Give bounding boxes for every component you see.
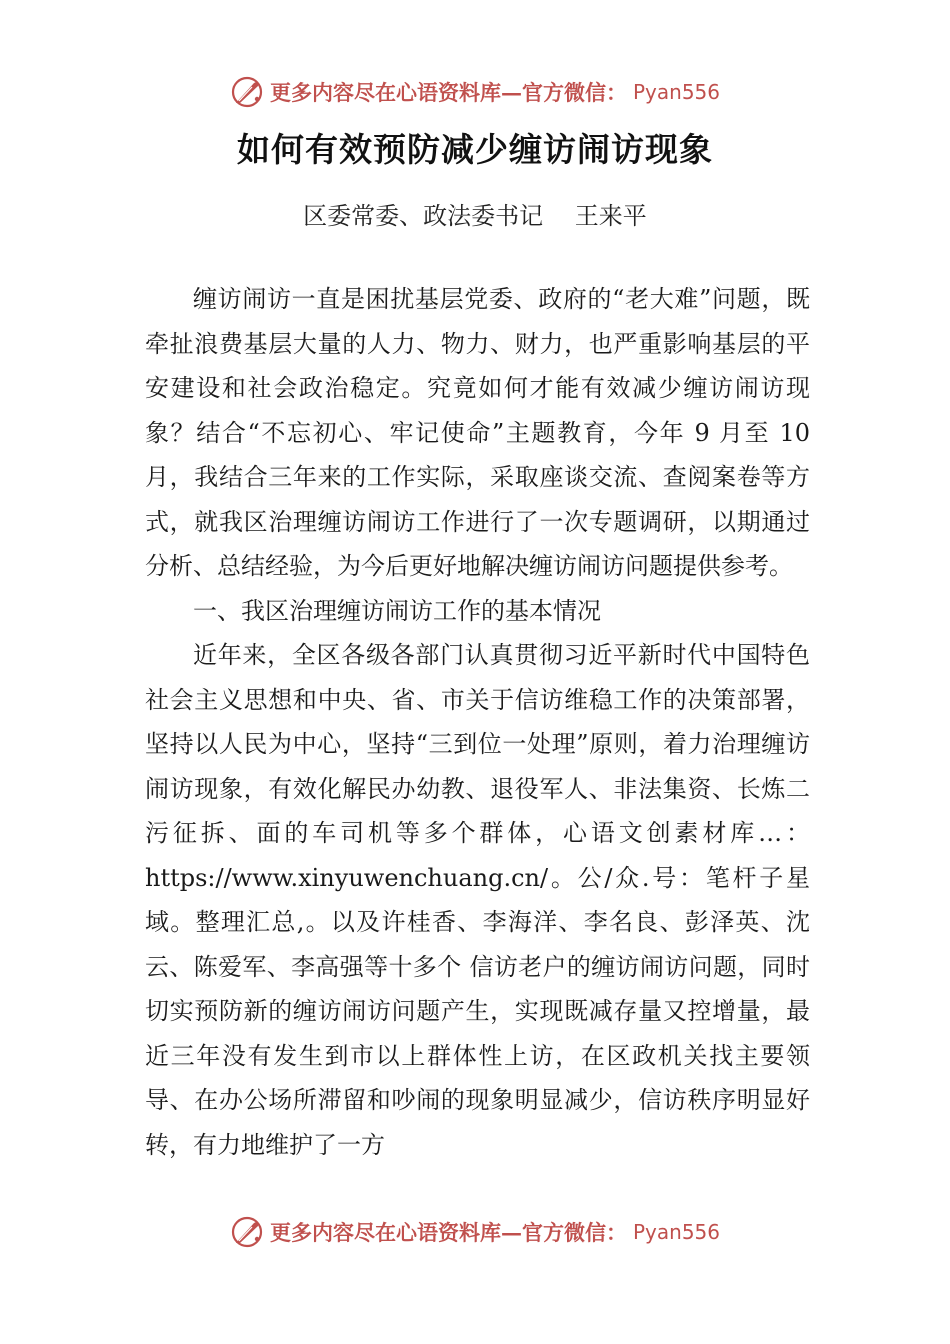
banner-slogan: 更多内容尽在心语资料库—官方微信： [269, 80, 627, 105]
section-heading-1: 一、我区治理缠访闹访工作的基本情况 [193, 596, 601, 625]
document-title: 如何有效预防减少缠访闹访现象 [237, 130, 713, 169]
quill-pen-logo-icon [230, 1215, 264, 1249]
paragraph-section-1: 近年来，全区各级各部门认真贯彻习近平新时代中国特色社会主义思想和中央、省、市关于信访维稳工作的决策部署，坚持以人民为中心，坚持“三到位一处理”原则，着力治理缠访闹访现象，有效化解民办幼教、退役军人、非法集资、长炼二污征拆、面的车司机等多个群体，心语文创素材库…：https://www.xinyuwenchuang.cn/。公/众.号：笔杆子星域。整理汇总,。以及许桂香、李海洋、李名良、彭泽英、沈云、陈爱军、李高强等十多个 信访老户的缠访闹访问题，同时切实预防新的缠访闹访问题产生，实现既减存量又控增量，最近三年没有发生到市以上群体性上访，在区政机关找主要领导、在办公场所滞留和吵闹的现象明显减少，信访秩序明显好转，有力地维护了一方 [145, 641, 810, 1159]
banner-wechat-id: Pyan556 [632, 1220, 720, 1244]
banner-slogan: 更多内容尽在心语资料库—官方微信： [269, 1220, 627, 1245]
banner-wechat-id: Pyan556 [632, 80, 720, 104]
paragraph-intro: 缠访闹访一直是困扰基层党委、政府的“老大难”问题，既牵扯浪费基层大量的人力、物力、财力，也严重影响基层的平安建设和社会政治稳定。究竟如何才能有效减少缠访闹访现象？结合“不忘初心、牢记使命”主题教育，今年 9 月至 10 月，我结合三年来的工作实际，采取座谈交流、查阅案卷等方式，就我区治理缠访闹访工作进行了一次专题调研，以期通过分析、总结经验，为今后更好地解决缠访闹访问题提供参考。 [145, 285, 810, 580]
header-watermark-banner [0, 72, 950, 112]
document-body [145, 277, 810, 1167]
document-author: 区委常委、政法委书记 王来平 [303, 202, 647, 230]
footer-watermark-banner [0, 1212, 950, 1252]
quill-pen-logo-icon [230, 75, 264, 109]
